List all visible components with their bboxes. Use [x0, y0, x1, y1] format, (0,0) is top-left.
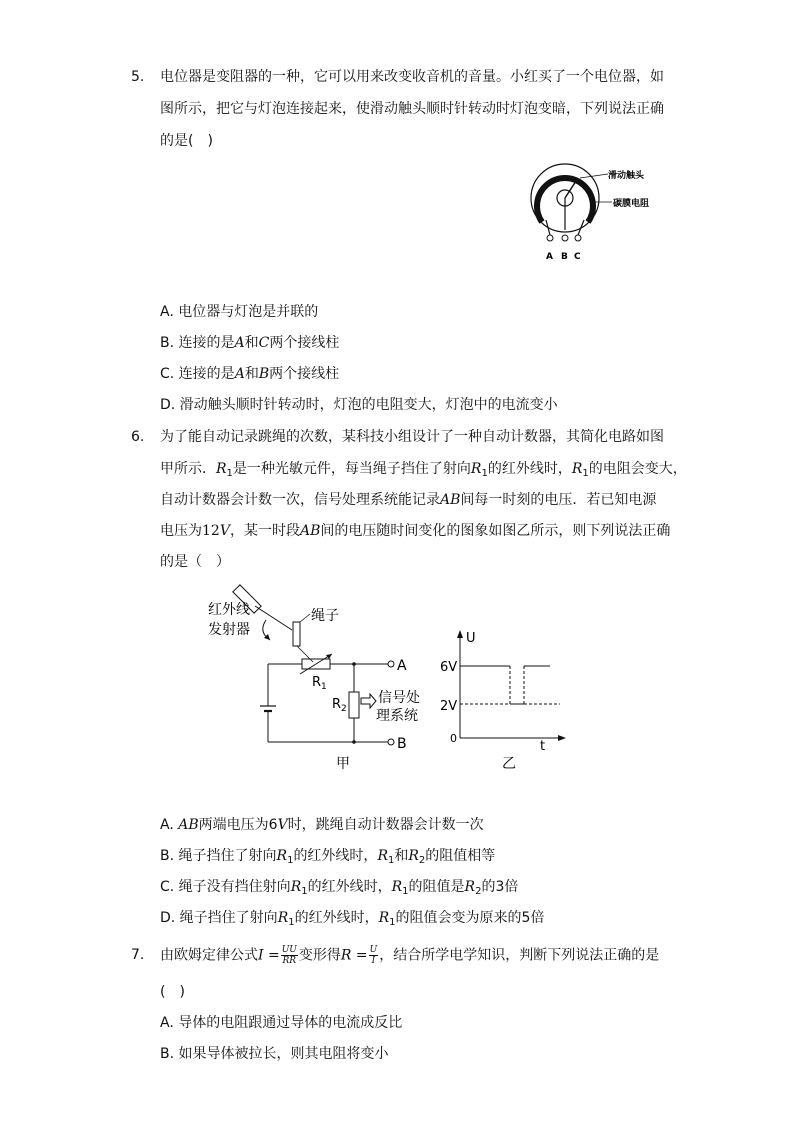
label-emitter-2: 发射器	[208, 622, 250, 638]
label-b: B	[397, 736, 407, 752]
question-6-number: 6.	[131, 429, 145, 445]
formula-fraction-1: $\frac{UU}{RR}$	[281, 945, 297, 966]
question-7-number: 7.	[131, 947, 145, 963]
circuit-figure	[200, 578, 440, 778]
label-r2: $R_2$	[332, 697, 347, 714]
caption-left: 甲	[336, 756, 350, 772]
question-5-line-1: 电位器是变阻器的一种，它可以用来改变收音机的音量。小红买了一个电位器，如	[160, 69, 664, 85]
label-emitter-1: 红外线	[208, 602, 250, 618]
question-6-line-2: 甲所示．$R_1$是一种光敏元件，每当绳子挡住了射向$R_1$的红外线时，$R_1$的电阻会变大，	[160, 461, 687, 479]
label-terminal-b: B	[561, 252, 568, 262]
graph-u-label: U	[466, 631, 476, 646]
question-7-line-1: 由欧姆定律公式I = $\frac{UU}{RR}$ 变形得R = $\frac{U}{I}$ ，结合所学电学知识，判断下列说法正确的是	[160, 945, 660, 966]
question-5-line-3: 的是( )	[160, 133, 213, 149]
question-7-line-2: ( )	[160, 984, 185, 1000]
terminal-a	[388, 661, 394, 667]
label-carbon-film: 碳膜电阻	[613, 199, 650, 209]
question-6-line-4: 电压为12V，某一时段AB间的电压随时间变化的图象如图乙所示，则下列说法正确	[160, 523, 671, 539]
q5-option-c: C. 连接的是A和B两个接线柱	[160, 366, 340, 382]
q5-option-b: B. 连接的是A和C两个接线柱	[160, 335, 340, 351]
label-slider: 滑动触头	[608, 171, 645, 181]
q6-option-d: D. 绳子挡住了射向$R_1$的红外线时，$R_1$的阻值会变为原来的5倍	[160, 910, 545, 928]
label-terminal-c: C	[574, 252, 581, 262]
caption-right: 乙	[502, 756, 516, 772]
label-signal-1: 信号处	[378, 690, 420, 706]
graph-t-label: t	[540, 739, 546, 754]
label-rope: 绳子	[311, 608, 339, 624]
question-6-line-5: 的是（ ）	[160, 554, 230, 570]
q6-option-c: C. 绳子没有挡住射向$R_1$的红外线时，$R_1$的阻值是$R_2$的3倍	[160, 879, 519, 897]
graph-6v-label: 6V	[440, 660, 458, 675]
resistor-r2	[349, 692, 359, 718]
question-6-line-1: 为了能自动记录跳绳的次数，某科技小组设计了一种自动计数器，其简化电路如图	[160, 429, 664, 445]
label-r1: $R_1$	[312, 675, 327, 692]
potentiometer-figure	[520, 160, 670, 265]
signal-arrow-icon	[361, 694, 376, 708]
q7-option-b: B. 如果导体被拉长，则其电阻将变小	[160, 1046, 389, 1062]
q5-option-d: D. 滑动触头顺时针转动时，灯泡的电阻变大，灯泡中的电流变小	[160, 397, 558, 413]
label-a: A	[397, 658, 407, 674]
rope-icon	[293, 622, 300, 646]
question-5-line-2: 图所示，把它与灯泡连接起来，使滑动触头顺时针转动时灯泡变暗，下列说法正确	[160, 101, 664, 117]
terminal-b	[388, 739, 394, 745]
formula-fraction-2: $\frac{U}{I}$	[369, 945, 378, 966]
label-signal-2: 理系统	[376, 708, 418, 724]
q6-option-a: A. AB两端电压为6V时，跳绳自动计数器会计数一次	[160, 817, 484, 833]
graph-origin-label: 0	[450, 732, 457, 745]
q6-option-b: B. 绳子挡住了射向$R_1$的红外线时，$R_1$和$R_2$的阻值相等	[160, 848, 496, 866]
q5-option-a: A. 电位器与灯泡是并联的	[160, 304, 319, 320]
q7-option-a: A. 导体的电阻跟通过导体的电流成反比	[160, 1015, 403, 1031]
graph-2v-label: 2V	[440, 699, 458, 714]
voltage-time-graph	[440, 622, 570, 772]
label-terminal-a: A	[546, 252, 553, 262]
question-6-line-3: 自动计数器会计数一次，信号处理系统能记录AB间每一时刻的电压．若已知电源	[160, 492, 657, 508]
question-5-number: 5.	[131, 69, 145, 85]
